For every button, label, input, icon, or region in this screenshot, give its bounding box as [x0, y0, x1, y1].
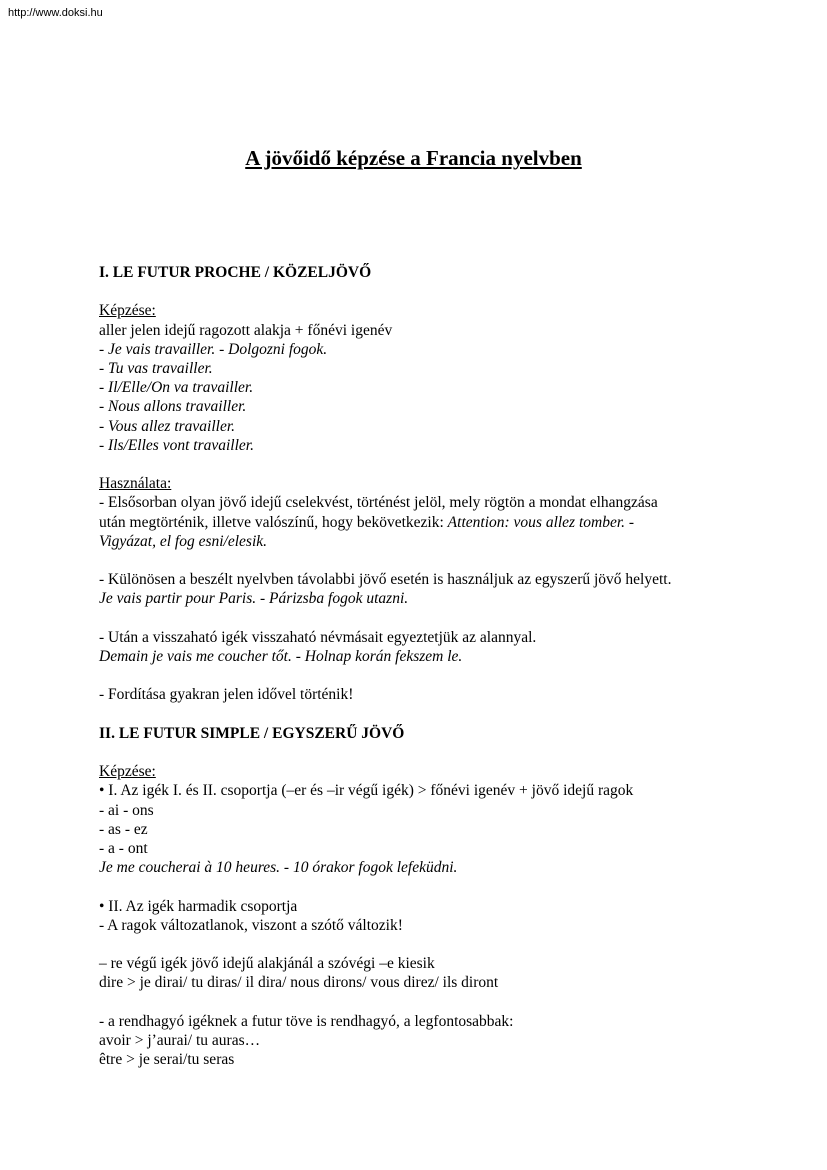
- section-1-usage-label: Használata:: [99, 475, 172, 493]
- ending-pair: - as - ez: [99, 820, 148, 838]
- group-3-rule: - A ragok változatlanok, viszont a szótő változik!: [99, 916, 403, 934]
- document-body: [99, 263, 739, 1069]
- group-1-2-example: Je me coucherai à 10 heures. - 10 órakor fogok lefeküdni.: [99, 859, 458, 877]
- irregular-rule: - a rendhagyó igéknek a futur töve is rendhagyó, a legfontosabbak:: [99, 1012, 514, 1030]
- usage-paragraph: - Fordítása gyakran jelen idővel történik!: [99, 686, 354, 704]
- usage-paragraph-line: [99, 513, 739, 532]
- usage-paragraph: - Különösen a beszélt nyelvben távolabbi jövő esetén is használjuk az egyszerű jövő helyett.: [99, 571, 672, 589]
- conjugation-example: - Tu vas travailler.: [99, 360, 213, 377]
- irregular-example: avoir > j’aurai/ tu auras…: [99, 1031, 261, 1049]
- group-1-2-rule: • I. Az igék I. és II. csoportja (–er és –ir végű igék) > főnévi igenév + jövő idejű ragok: [99, 782, 634, 800]
- section-2-formation-label: Képzése:: [99, 763, 156, 781]
- usage-paragraph: - Elsősorban olyan jövő idejű cselekvést, történést jelöl, mely rögtön a mondat elhangzása: [99, 494, 658, 512]
- usage-example: Demain je vais me coucher tőt. - Holnap korán fekszem le.: [99, 648, 463, 665]
- usage-example: Je vais partir pour Paris. - Párizsba fogok utazni.: [99, 590, 409, 608]
- re-verb-rule: – re végű igék jövő idejű alakjánál a szóvégi –e kiesik: [99, 955, 435, 973]
- section-1-formation-label: Képzése:: [99, 302, 156, 320]
- section-1-heading: I. LE FUTUR PROCHE / KÖZELJÖVŐ: [99, 264, 372, 281]
- conjugation-example: - Ils/Elles vont travailler.: [99, 436, 254, 454]
- document-title: A jövőidő képzése a Francia nyelvben: [245, 146, 582, 170]
- section-1-formation-rule: aller jelen idejű ragozott alakja + főnévi igenév: [99, 321, 393, 339]
- conjugation-example: - Il/Elle/On va travailler.: [99, 379, 254, 397]
- conjugation-example: - Nous allons travailler.: [99, 398, 247, 416]
- conjugation-example: - Vous allez travailler.: [99, 417, 236, 435]
- usage-example: Vigyázat, el fog esni/elesik.: [99, 532, 268, 550]
- source-url[interactable]: http://www.doksi.hu: [8, 7, 103, 19]
- usage-example: Attention: vous allez tomber. -: [447, 513, 635, 531]
- section-2-heading: II. LE FUTUR SIMPLE / EGYSZERŰ JÖVŐ: [99, 724, 405, 742]
- usage-paragraph: - Után a visszaható igék visszaható névmásait egyeztetjük az alannyal.: [99, 628, 537, 646]
- re-verb-example: dire > je dirai/ tu diras/ il dira/ nous dirons/ vous direz/ ils diront: [99, 974, 499, 992]
- irregular-example: être > je serai/tu seras: [99, 1051, 235, 1069]
- ending-pair: - ai - ons: [99, 801, 154, 819]
- conjugation-example: - Je vais travailler. - Dolgozni fogok.: [99, 340, 328, 358]
- usage-text: után megtörténik, illetve valószínű, hogy bekövetkezik:: [99, 513, 448, 531]
- group-3-heading: • II. Az igék harmadik csoportja: [99, 897, 298, 915]
- ending-pair: - a - ont: [99, 839, 148, 857]
